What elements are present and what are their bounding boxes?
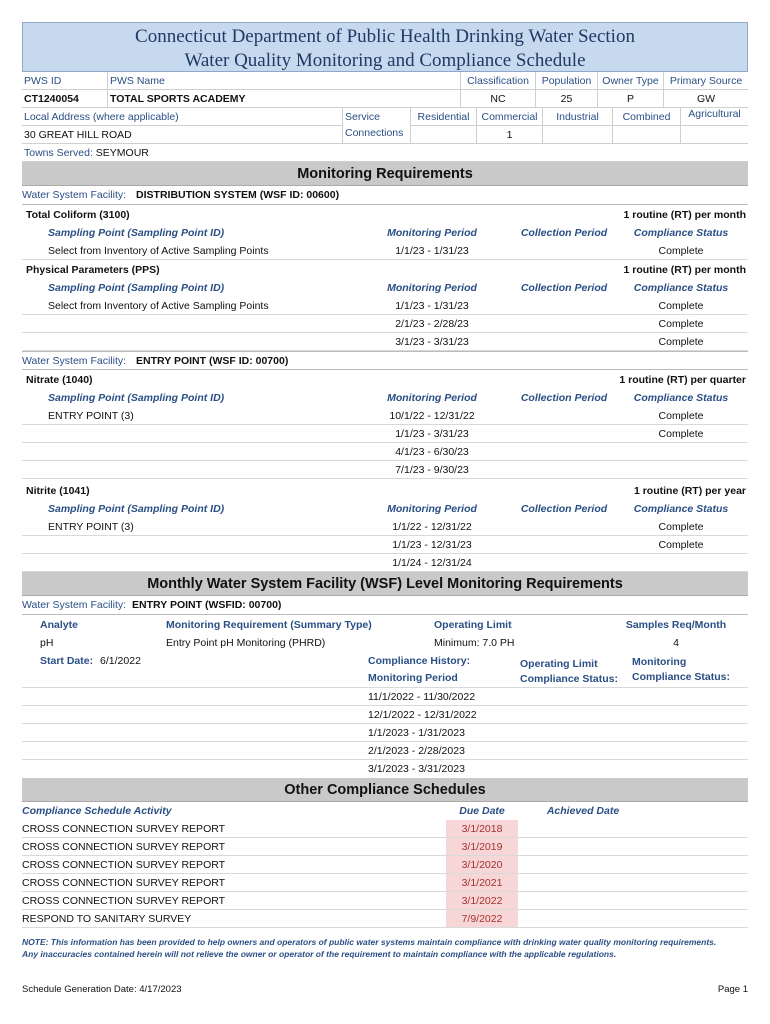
period: 3/1/2023 - 3/31/2023 xyxy=(368,763,465,775)
monthly-grid xyxy=(22,615,748,778)
other-schedules-header: Other Compliance Schedules xyxy=(22,778,748,802)
generation-date xyxy=(22,984,182,995)
system-value-row xyxy=(22,90,748,108)
monitoring-period: 1/1/23 - 3/31/23 xyxy=(395,427,469,440)
start-date-value: 6/1/2022 xyxy=(100,655,141,667)
due-date: 3/1/2020 xyxy=(446,856,518,873)
industrial-label: Industrial xyxy=(543,108,613,125)
note-line-2: Any inaccuracies contained herein will not relieve the owner or operator of the requirement to maintain compliance with the applicable regulations. xyxy=(22,949,617,959)
table-row xyxy=(22,688,748,706)
connections-grid xyxy=(410,108,748,143)
analyte-physical-parameters xyxy=(22,260,748,279)
activity: RESPOND TO SANITARY SURVEY xyxy=(22,912,192,925)
analyte-nitrite xyxy=(22,481,748,500)
col-compliance-status: Compliance Status xyxy=(633,282,729,294)
address-label: Local Address (where applicable) xyxy=(22,108,342,126)
sampling-point: Select from Inventory of Active Sampling Points xyxy=(48,244,269,257)
compliance-status: Complete xyxy=(658,335,704,348)
due-date: 3/1/2022 xyxy=(446,892,518,909)
combined-label: Combined xyxy=(613,108,681,125)
combined-value xyxy=(613,126,681,144)
col-due-date: Due Date xyxy=(459,805,505,817)
wsf-label: Water System Facility: xyxy=(22,189,127,201)
monitoring-period: 4/1/23 - 6/30/23 xyxy=(395,445,469,458)
commercial-label: Commercial xyxy=(477,108,543,125)
monitoring-requirement-label: Monitoring Requirement (Summary Type) xyxy=(166,618,372,631)
primary-source-value: GW xyxy=(696,92,716,105)
residential-label: Residential xyxy=(411,108,477,125)
agricultural-label: Agricultural xyxy=(688,108,741,120)
monthly-values-row xyxy=(22,634,748,652)
document-title xyxy=(22,22,748,72)
address-cell xyxy=(22,108,342,143)
start-date-label: Start Date: xyxy=(40,655,94,667)
pws-name: TOTAL SPORTS ACADEMY xyxy=(110,92,246,105)
address-value: 30 GREAT HILL ROAD xyxy=(24,129,132,141)
compliance-status: Complete xyxy=(658,427,704,440)
table-row xyxy=(22,425,748,443)
column-header-row xyxy=(22,389,748,407)
pws-name-label: PWS Name xyxy=(110,74,165,87)
col-sampling-point: Sampling Point (Sampling Point ID) xyxy=(48,503,225,515)
wsf-distribution: DISTRIBUTION SYSTEM (WSF ID: 00600) xyxy=(136,189,340,201)
sampling-point: ENTRY POINT (3) xyxy=(48,409,134,422)
col-compliance-status: Compliance Status xyxy=(633,227,729,239)
mcs-label-1: Monitoring xyxy=(632,656,687,668)
industrial-value xyxy=(543,126,613,144)
commercial-value: 1 xyxy=(477,126,543,144)
col-collection-period: Collection Period xyxy=(520,503,608,515)
activity: CROSS CONNECTION SURVEY REPORT xyxy=(22,876,226,889)
col-monitoring-period: Monitoring Period xyxy=(387,503,477,515)
generation-date-label: Schedule Generation Date: xyxy=(22,984,137,995)
samples-req-value: 4 xyxy=(673,637,679,649)
samples-req-label: Samples Req/Month xyxy=(625,618,727,631)
table-row xyxy=(22,760,748,778)
system-label-row xyxy=(22,72,748,90)
table-row xyxy=(22,706,748,724)
page-number: Page 1 xyxy=(717,984,748,995)
wsf-label: Water System Facility: xyxy=(22,599,127,611)
col-achieved-date: Achieved Date xyxy=(546,805,620,817)
analyte-name: Total Coliform (3100) xyxy=(26,208,130,221)
monitoring-period: 1/1/24 - 12/31/24 xyxy=(392,556,472,569)
monthly-labels-row xyxy=(22,615,748,634)
col-compliance-status: Compliance Status xyxy=(633,392,729,404)
col-collection-period: Collection Period xyxy=(520,282,608,294)
col-activity: Compliance Schedule Activity xyxy=(22,805,172,817)
note-line-1: NOTE: This information has been provided to help owners and operators of public water systems maintain compliance with drinking water quality monitoring requirements. xyxy=(22,937,717,947)
col-sampling-point: Sampling Point (Sampling Point ID) xyxy=(48,392,225,404)
disclaimer-note xyxy=(22,936,748,960)
connections-values xyxy=(410,126,748,144)
towns-label: Towns Served: xyxy=(24,146,93,159)
due-date: 3/1/2019 xyxy=(446,838,518,855)
sampling-point: Select from Inventory of Active Sampling Points xyxy=(48,299,269,312)
operating-limit-label: Operating Limit xyxy=(434,618,512,631)
compliance-status: Complete xyxy=(658,244,704,257)
classification-value: NC xyxy=(460,90,536,107)
table-row xyxy=(22,297,748,315)
period: 12/1/2022 - 12/31/2022 xyxy=(368,708,477,721)
period: 2/1/2023 - 2/28/2023 xyxy=(368,744,465,757)
table-row xyxy=(22,724,748,742)
other-column-header xyxy=(22,802,748,820)
classification-label: Classification xyxy=(460,72,536,89)
col-monitoring-period: Monitoring Period xyxy=(387,392,477,404)
towns-cell xyxy=(22,147,151,159)
towns-value: SEYMOUR xyxy=(95,146,149,159)
table-row xyxy=(22,838,748,856)
wsf-label: Water System Facility: xyxy=(22,354,127,367)
compliance-history-labels xyxy=(368,652,520,687)
olcs-label-2: Compliance Status: xyxy=(520,673,619,685)
col-collection-period: Collection Period xyxy=(520,227,608,239)
primary-source-label: Primary Source xyxy=(669,74,743,87)
col-monitoring-period: Monitoring Period xyxy=(387,282,477,294)
service-label-1: Service xyxy=(345,111,381,123)
olcs-label-1: Operating Limit xyxy=(520,658,598,670)
population-value: 25 xyxy=(536,90,598,107)
agricultural-value xyxy=(681,126,748,144)
table-row xyxy=(22,333,748,351)
operating-limit-value: Minimum: 7.0 PH xyxy=(434,637,515,649)
population-label: Population xyxy=(536,72,598,89)
col-compliance-status: Compliance Status xyxy=(633,503,729,515)
pws-id: CT1240054 xyxy=(22,90,108,107)
monitoring-period: 2/1/23 - 2/28/23 xyxy=(395,317,469,330)
monthly-wsf: ENTRY POINT (WSFID: 00700) xyxy=(132,599,282,611)
monthly-history-header xyxy=(22,652,748,688)
due-date: 3/1/2021 xyxy=(446,874,518,891)
start-date-cell xyxy=(22,652,368,687)
col-sampling-point: Sampling Point (Sampling Point ID) xyxy=(48,282,225,294)
analyte-name: Physical Parameters (PPS) xyxy=(26,263,160,276)
table-row xyxy=(22,820,748,838)
table-row xyxy=(22,742,748,760)
table-row xyxy=(22,536,748,554)
compliance-status: Complete xyxy=(658,409,704,422)
table-row xyxy=(22,910,748,928)
olcs-labels xyxy=(520,652,632,687)
activity: CROSS CONNECTION SURVEY REPORT xyxy=(22,822,226,835)
connections-labels xyxy=(410,108,748,126)
monthly-wsf-row xyxy=(22,596,748,615)
mcs-labels xyxy=(632,652,748,687)
sampling-point: ENTRY POINT (3) xyxy=(48,520,134,533)
due-date: 3/1/2018 xyxy=(446,820,518,837)
activity: CROSS CONNECTION SURVEY REPORT xyxy=(22,894,226,907)
mcs-label-2: Compliance Status: xyxy=(632,671,731,683)
compliance-status: Complete xyxy=(658,317,704,330)
table-row xyxy=(22,554,748,572)
table-row xyxy=(22,315,748,333)
table-row xyxy=(22,443,748,461)
table-row xyxy=(22,892,748,910)
residential-value xyxy=(411,126,477,144)
analyte-nitrate xyxy=(22,370,748,389)
column-header-row xyxy=(22,279,748,297)
monitoring-requirements-header: Monitoring Requirements xyxy=(22,162,748,186)
service-label-2: Connections xyxy=(345,127,404,139)
analyte-total-coliform xyxy=(22,205,748,224)
compliance-status: Complete xyxy=(658,299,704,312)
table-row xyxy=(22,518,748,536)
wsf-entry-point: ENTRY POINT (WSF ID: 00700) xyxy=(136,354,289,367)
wsf-distribution-row xyxy=(22,186,748,205)
monitoring-period: 7/1/23 - 9/30/23 xyxy=(395,463,469,476)
period: 1/1/2023 - 1/31/2023 xyxy=(368,726,465,739)
analyte-name: Nitrite (1041) xyxy=(26,484,90,497)
table-row xyxy=(22,856,748,874)
owner-type-value: P xyxy=(598,90,664,107)
compliance-status: Complete xyxy=(658,520,704,533)
page-footer xyxy=(22,984,748,995)
period: 11/1/2022 - 11/30/2022 xyxy=(368,690,476,703)
analyte-frequency: 1 routine (RT) per month xyxy=(623,208,746,221)
analyte-frequency: 1 routine (RT) per year xyxy=(633,484,746,497)
service-connections-label xyxy=(342,108,410,143)
towns-row xyxy=(22,144,748,162)
monitoring-period-label: Monitoring Period xyxy=(368,672,458,684)
analyte-label: Analyte xyxy=(40,618,78,631)
monitoring-period: 1/1/22 - 12/31/22 xyxy=(392,520,472,533)
table-row xyxy=(22,461,748,479)
column-header-row xyxy=(22,224,748,242)
compliance-status: Complete xyxy=(658,538,704,551)
activity: CROSS CONNECTION SURVEY REPORT xyxy=(22,840,226,853)
analyte-value: pH xyxy=(40,637,54,649)
analyte-frequency: 1 routine (RT) per month xyxy=(623,263,746,276)
monitoring-period: 1/1/23 - 1/31/23 xyxy=(395,244,469,257)
analyte-frequency: 1 routine (RT) per quarter xyxy=(619,373,746,386)
col-sampling-point: Sampling Point (Sampling Point ID) xyxy=(48,227,225,239)
monthly-wsf-header: Monthly Water System Facility (WSF) Level Monitoring Requirements xyxy=(22,572,748,596)
monitoring-period: 1/1/23 - 1/31/23 xyxy=(395,299,469,312)
column-header-row xyxy=(22,500,748,518)
generation-date-value: 4/17/2023 xyxy=(139,984,182,995)
table-row xyxy=(22,407,748,425)
owner-type-label: Owner Type xyxy=(598,72,664,89)
pws-id-label: PWS ID xyxy=(22,72,108,89)
col-collection-period: Collection Period xyxy=(520,392,608,404)
address-block xyxy=(22,108,748,144)
monitoring-period: 3/1/23 - 3/31/23 xyxy=(395,335,469,348)
col-monitoring-period: Monitoring Period xyxy=(387,227,477,239)
wsf-entry-point-row xyxy=(22,351,748,370)
monitoring-period: 10/1/22 - 12/31/22 xyxy=(389,409,475,422)
due-date: 7/9/2022 xyxy=(446,910,518,927)
title-line-2: Water Quality Monitoring and Compliance Schedule xyxy=(184,50,586,71)
activity: CROSS CONNECTION SURVEY REPORT xyxy=(22,858,226,871)
compliance-history-label: Compliance History: xyxy=(368,655,471,667)
table-row xyxy=(22,242,748,260)
table-row xyxy=(22,874,748,892)
title-line-1: Connecticut Department of Public Health Drinking Water Section xyxy=(135,26,635,47)
analyte-name: Nitrate (1040) xyxy=(26,373,93,386)
monitoring-requirement-value: Entry Point pH Monitoring (PHRD) xyxy=(166,637,326,649)
monitoring-period: 1/1/23 - 12/31/23 xyxy=(392,538,472,551)
